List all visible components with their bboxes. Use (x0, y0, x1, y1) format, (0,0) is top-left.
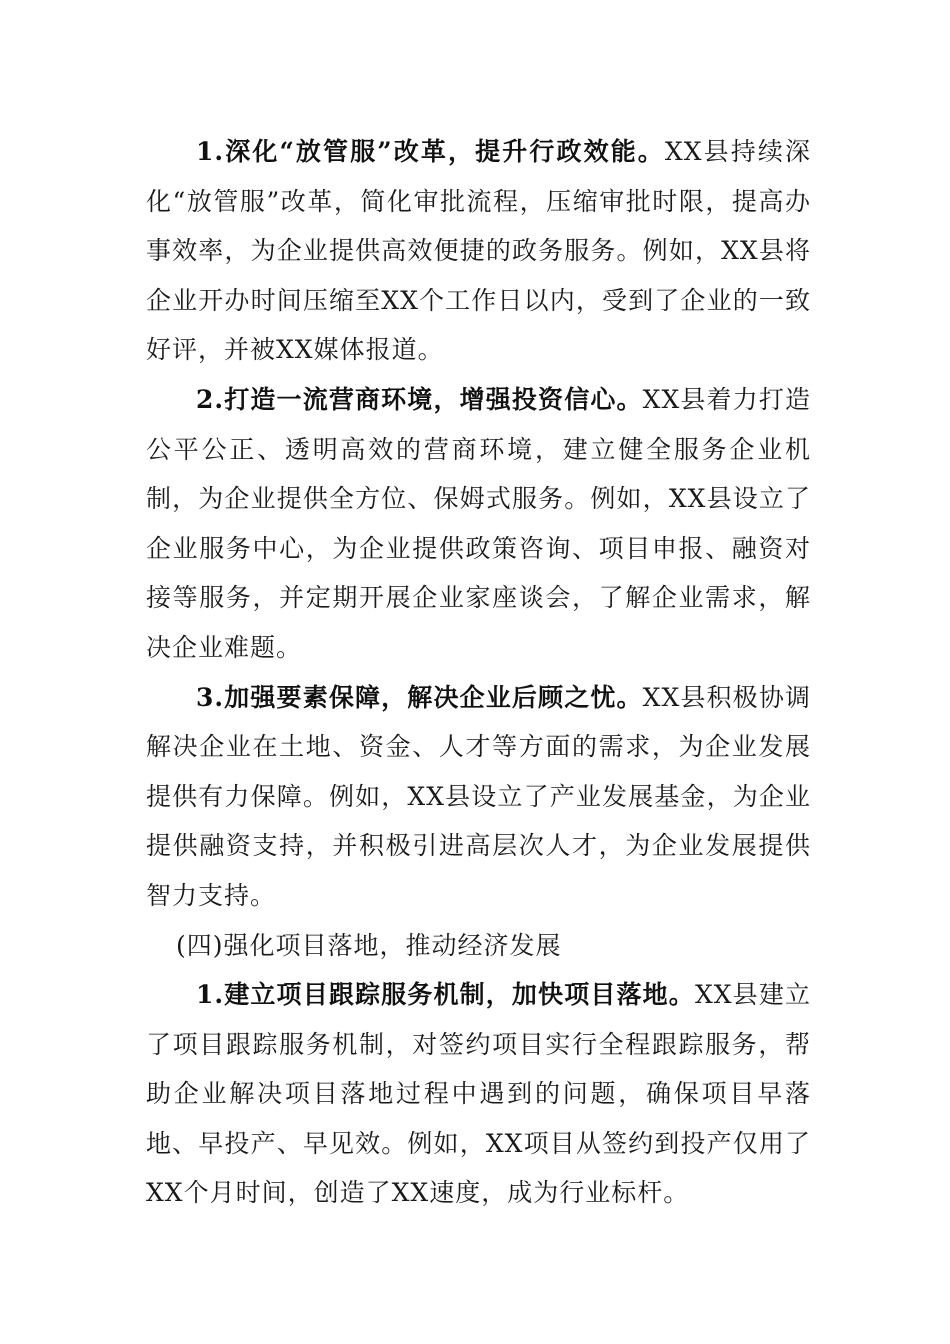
document-body (146, 127, 811, 1218)
paragraph-item-4 (146, 970, 811, 1218)
paragraph-text: XX县积极协调解决企业在土地、资金、人才等方面的需求，为企业发展提供有力保障。例如，XX县设立了产业发展基金，为企业提供融资支持，并积极引进高层次人才，为企业发展提供智力支持。 (146, 682, 811, 910)
paragraph-text: XX县持续深化“放管服”改革，简化审批流程，压缩审批时限，提高办事效率，为企业提供高效便捷的政务服务。例如，XX县将企业开办时间压缩至XX个工作日以内，受到了企业的一致好评，并被XX媒体报道。 (146, 137, 811, 365)
paragraph-text: XX县建立了项目跟踪服务机制，对签约项目实行全程跟踪服务，帮助企业解决项目落地过程中遇到的问题，确保项目早落地、早投产、早见效。例如，XX项目从签约到投产仅用了XX个月时间，创造了XX速度，成为行业标杆。 (146, 980, 811, 1208)
paragraph-item-1 (146, 127, 811, 375)
section-heading: (四)强化项目落地，推动经济发展 (176, 930, 562, 960)
paragraph-lead: 3.加强要素保障，解决企业后顾之忧。 (196, 682, 643, 712)
paragraph-lead: 1.深化“放管服”改革，提升行政效能。 (196, 137, 665, 166)
paragraph-lead: 1.建立项目跟踪服务机制，加快项目落地。 (196, 980, 695, 1010)
paragraph-text: XX县着力打造公平公正、透明高效的营商环境，建立健全服务企业机制，为企业提供全方位、保姆式服务。例如，XX县设立了企业服务中心，为企业提供政策咨询、项目申报、融资对接等服务，并定期开展企业家座谈会，了解企业需求，解决企业难题。 (146, 384, 811, 662)
paragraph-lead: 2.打造一流营商环境，增强投资信心。 (196, 384, 643, 414)
paragraph-item-2 (146, 375, 811, 673)
paragraph-item-3 (146, 673, 811, 921)
